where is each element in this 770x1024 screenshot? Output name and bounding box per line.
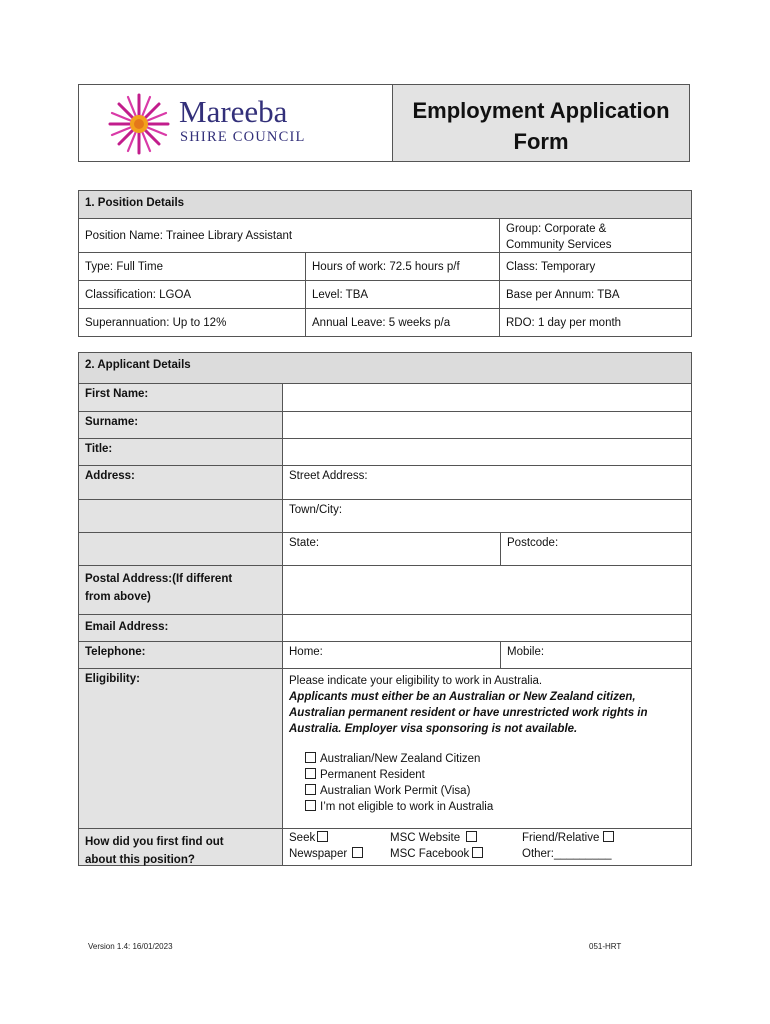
checkbox-newspaper[interactable] — [352, 847, 363, 858]
form-title-box — [392, 84, 690, 162]
postal-address-label — [78, 565, 283, 615]
option-work-permit[interactable] — [305, 783, 685, 799]
first-name-label: First Name: — [78, 383, 283, 412]
postal-address-label-line1: Postal Address:(If different — [85, 573, 233, 585]
source-msc-website-label: MSC Website — [390, 832, 461, 844]
option-citizen-label: Australian/New Zealand Citizen — [320, 753, 481, 765]
postcode-field[interactable]: Postcode: — [500, 532, 692, 566]
source-newspaper[interactable] — [289, 846, 367, 862]
address-label-continued-2 — [78, 532, 283, 566]
address-label-continued — [78, 499, 283, 533]
email-field[interactable] — [282, 614, 692, 642]
checkbox-work-permit[interactable] — [305, 784, 316, 795]
title-label: Title: — [78, 438, 283, 466]
group — [499, 218, 692, 253]
option-permanent-resident[interactable] — [305, 767, 685, 783]
hours-of-work: Hours of work: 72.5 hours p/f — [305, 252, 500, 281]
eligibility-requirement-line1: Applicants must either be an Australian or New Zealand citizen, — [289, 691, 636, 703]
source-seek[interactable] — [289, 830, 332, 846]
option-citizen[interactable] — [305, 751, 685, 767]
form-title-line1: Employment Application — [412, 98, 670, 123]
postal-address-field[interactable] — [282, 565, 692, 615]
found-position-label — [78, 828, 283, 866]
header-logo-box — [78, 84, 393, 162]
group-line1: Group: Corporate & — [506, 223, 607, 235]
checkbox-permanent-resident[interactable] — [305, 768, 316, 779]
email-label: Email Address: — [78, 614, 283, 642]
home-phone-field[interactable]: Home: — [282, 641, 501, 669]
found-position-field — [282, 828, 692, 866]
checkbox-seek[interactable] — [317, 831, 328, 842]
logo-subtitle: SHIRE COUNCIL — [180, 129, 306, 145]
superannuation: Superannuation: Up to 12% — [78, 308, 306, 337]
source-friend-relative-label: Friend/Relative — [522, 832, 600, 844]
title-field[interactable] — [282, 438, 692, 466]
source-other[interactable]: Other:_________ — [522, 848, 612, 860]
source-msc-facebook[interactable] — [390, 846, 487, 862]
eligibility-label: Eligibility: — [78, 668, 283, 829]
base-per-annum: Base per Annum: TBA — [499, 280, 692, 309]
option-not-eligible[interactable] — [305, 799, 685, 815]
position-details-heading: 1. Position Details — [78, 190, 692, 219]
logo-name: Mareeba — [179, 94, 288, 129]
eligibility-requirement-line3: Australia. Employer visa sponsoring is not available. — [289, 723, 578, 735]
telephone-label: Telephone: — [78, 641, 283, 669]
checkbox-friend-relative[interactable] — [603, 831, 614, 842]
rdo: RDO: 1 day per month — [499, 308, 692, 337]
street-address-field[interactable]: Street Address: — [282, 465, 692, 500]
option-not-eligible-label: I’m not eligible to work in Australia — [320, 801, 494, 813]
position-name: Position Name: Trainee Library Assistant — [78, 218, 500, 253]
source-seek-label: Seek — [289, 832, 316, 844]
checkbox-citizen[interactable] — [305, 752, 316, 763]
group-line2: Community Services — [506, 239, 612, 251]
surname-label: Surname: — [78, 411, 283, 439]
source-msc-website[interactable] — [390, 830, 481, 846]
source-newspaper-label: Newspaper — [289, 848, 348, 860]
position-class: Class: Temporary — [499, 252, 692, 281]
level: Level: TBA — [305, 280, 500, 309]
source-msc-facebook-label: MSC Facebook — [390, 848, 470, 860]
eligibility-intro: Please indicate your eligibility to work in Australia. — [289, 675, 543, 687]
checkbox-msc-website[interactable] — [466, 831, 477, 842]
found-position-label-line2: about this position? — [85, 854, 195, 866]
checkbox-not-eligible[interactable] — [305, 800, 316, 811]
town-city-field[interactable]: Town/City: — [282, 499, 692, 533]
eligibility-field — [282, 668, 692, 829]
classification: Classification: LGOA — [78, 280, 306, 309]
state-field[interactable]: State: — [282, 532, 501, 566]
form-title-line2: Form — [513, 129, 569, 154]
postal-address-label-line2: from above) — [85, 591, 151, 603]
flower-logo-icon — [107, 92, 171, 156]
first-name-field[interactable] — [282, 383, 692, 412]
address-label: Address: — [78, 465, 283, 500]
found-position-label-line1: How did you first find out — [85, 836, 224, 848]
annual-leave: Annual Leave: 5 weeks p/a — [305, 308, 500, 337]
version-footer: Version 1.4: 16/01/2023 — [88, 942, 173, 951]
applicant-details-heading: 2. Applicant Details — [78, 352, 692, 384]
option-work-permit-label: Australian Work Permit (Visa) — [320, 785, 471, 797]
eligibility-requirement-line2: Australian permanent resident or have unrestricted work rights in — [289, 707, 648, 719]
form-code-footer: 051-HRT — [589, 942, 622, 951]
checkbox-msc-facebook[interactable] — [472, 847, 483, 858]
mobile-phone-field[interactable]: Mobile: — [500, 641, 692, 669]
surname-field[interactable] — [282, 411, 692, 439]
position-type: Type: Full Time — [78, 252, 306, 281]
option-permanent-resident-label: Permanent Resident — [320, 769, 425, 781]
source-friend-relative[interactable] — [522, 830, 618, 846]
